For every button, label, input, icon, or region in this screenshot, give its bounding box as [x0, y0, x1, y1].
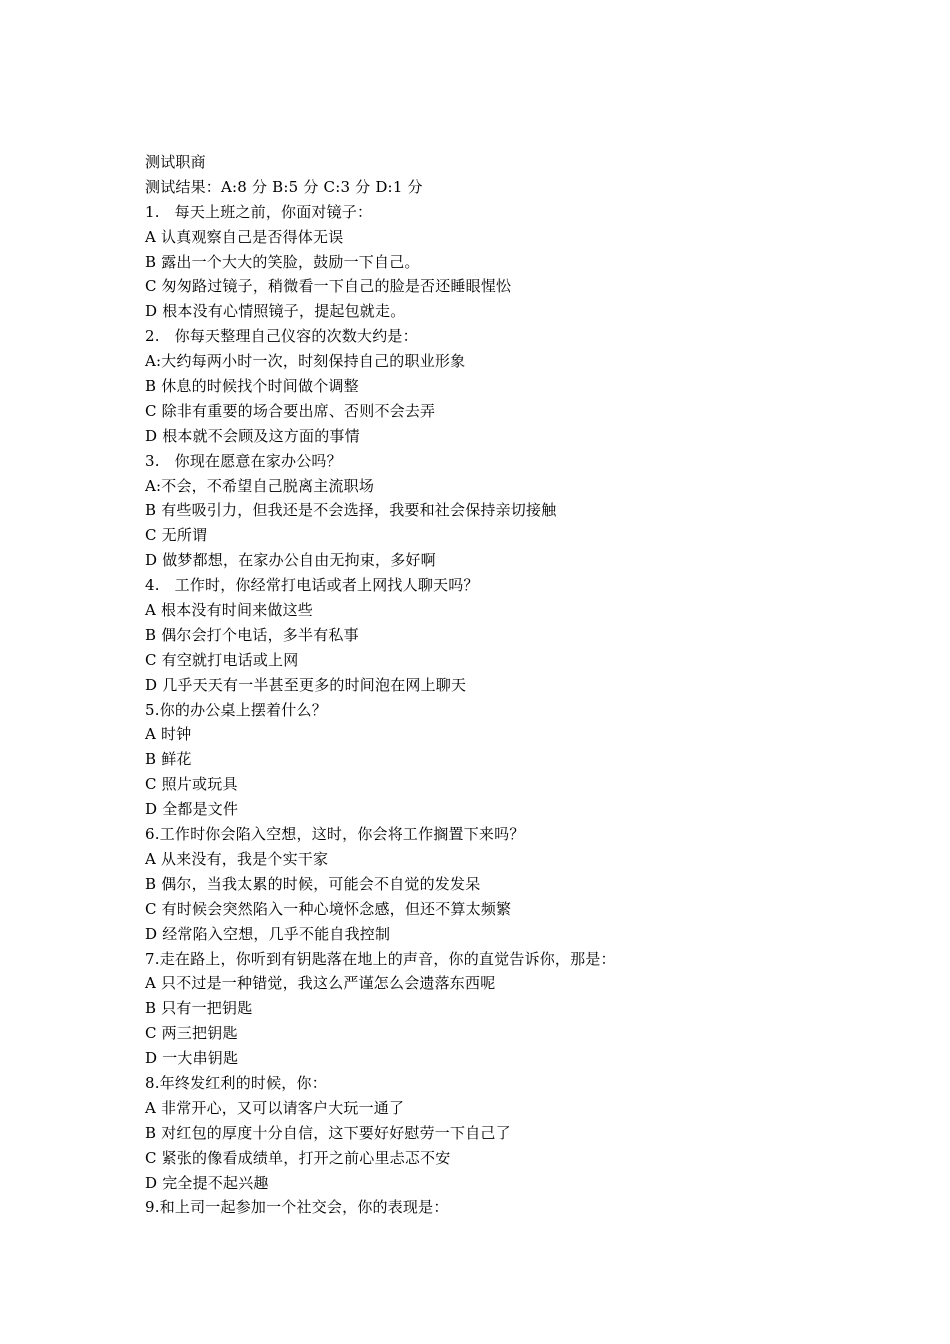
question-3-option-a: A:不会，不希望自己脱离主流职场 [145, 476, 375, 495]
question-2-option-a: A:大约每两小时一次，时刻保持自己的职业形象 [145, 352, 466, 371]
question-5: 5.你的办公桌上摆着什么？ [145, 700, 327, 719]
question-5-option-a: A 时钟 [145, 725, 192, 744]
question-7-option-a: A 只不过是一种错觉，我这么严谨怎么会遗落东西呢 [145, 974, 496, 993]
question-8-option-d: D 完全提不起兴趣 [145, 1173, 269, 1192]
question-8-option-c: C 紧张的像看成绩单，打开之前心里忐忑不安 [145, 1148, 451, 1167]
question-6-option-d: D 经常陷入空想，几乎不能自我控制 [145, 924, 391, 943]
question-8: 8.年终发红利的时候，你： [145, 1073, 327, 1092]
question-8-option-b: B 对红包的厚度十分自信，这下要好好慰劳一下自己了 [145, 1123, 511, 1142]
question-3: 3. 你现在愿意在家办公吗？ [145, 451, 342, 470]
question-4-option-b: B 偶尔会打个电话，多半有私事 [145, 625, 359, 644]
question-7-option-c: C 两三把钥匙 [145, 1024, 238, 1043]
question-4-option-d: D 几乎天天有一半甚至更多的时间泡在网上聊天 [145, 675, 467, 694]
question-3-option-d: D 做梦都想，在家办公自由无拘束，多好啊 [145, 551, 436, 570]
question-1-option-d: D 根本没有心情照镜子，提起包就走。 [145, 302, 406, 321]
question-2: 2. 你每天整理自己仪容的次数大约是： [145, 327, 418, 346]
question-3-option-b: B 有些吸引力，但我还是不会选择，我要和社会保持亲切接触 [145, 501, 557, 520]
document-title: 测试职商 [145, 153, 206, 171]
document-body [145, 150, 845, 1220]
question-1-option-a: A 认真观察自己是否得体无误 [145, 227, 344, 246]
question-4-option-c: C 有空就打电话或上网 [145, 650, 299, 669]
question-5-option-c: C 照片或玩具 [145, 775, 238, 794]
question-5-option-b: B 鲜花 [145, 750, 192, 769]
scoring-rule: 测试结果：A:8 分 B:5 分 C:3 分 D:1 分 [145, 177, 423, 196]
question-2-option-d: D 根本就不会顾及这方面的事情 [145, 426, 360, 445]
question-6-option-a: A 从来没有，我是个实干家 [145, 849, 329, 868]
question-7-option-d: D 一大串钥匙 [145, 1049, 239, 1068]
question-7: 7.走在路上，你听到有钥匙落在地上的声音，你的直觉告诉你，那是： [145, 949, 616, 968]
question-6: 6.工作时你会陷入空想，这时，你会将工作搁置下来吗？ [145, 825, 525, 844]
question-2-option-c: C 除非有重要的场合要出席、否则不会去弄 [145, 401, 436, 420]
question-7-option-b: B 只有一把钥匙 [145, 999, 253, 1018]
question-4: 4. 工作时，你经常打电话或者上网找人聊天吗？ [145, 576, 479, 595]
question-4-option-a: A 根本没有时间来做这些 [145, 601, 314, 620]
question-1-option-c: C 匆匆路过镜子，稍微看一下自己的脸是否还睡眼惺忪 [145, 277, 512, 296]
question-1: 1. 每天上班之前，你面对镜子： [145, 202, 373, 221]
question-5-option-d: D 全都是文件 [145, 800, 239, 819]
question-2-option-b: B 休息的时候找个时间做个调整 [145, 377, 359, 396]
question-8-option-a: A 非常开心，又可以请客户大玩一通了 [145, 1098, 405, 1117]
question-9: 9.和上司一起参加一个社交会，你的表现是： [145, 1198, 449, 1217]
question-3-option-c: C 无所谓 [145, 526, 208, 545]
question-1-option-b: B 露出一个大大的笑脸，鼓励一下自己。 [145, 252, 420, 271]
question-6-option-c: C 有时候会突然陷入一种心境怀念感，但还不算太频繁 [145, 899, 512, 918]
question-6-option-b: B 偶尔，当我太累的时候，可能会不自觉的发发呆 [145, 874, 481, 893]
